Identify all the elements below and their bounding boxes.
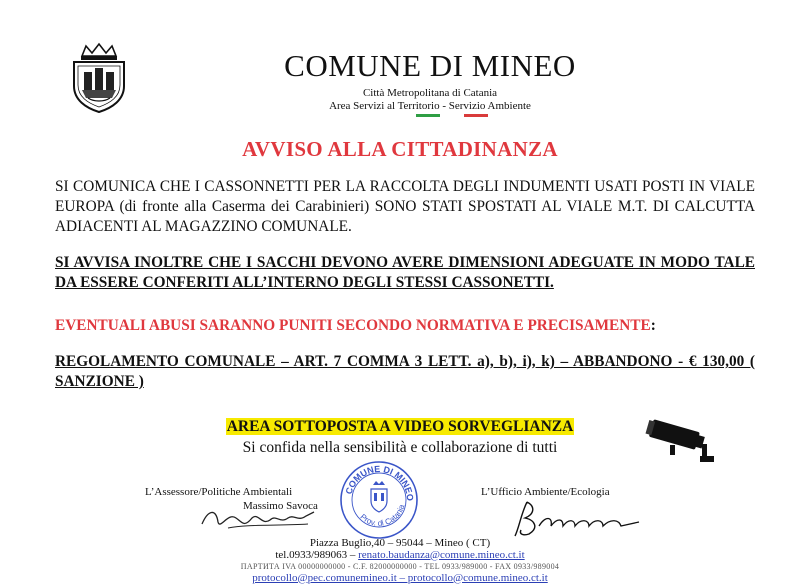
notice-paragraph-relocation: SI COMUNICA CHE I CASSONNETTI PER LA RACCOLTA DEGLI INDUMENTI USATI POSTI IN VIALE EUROPA (di fronte alla Caserma dei Carabinieri) SONO STATI SPOSTATI AL VIALE M.T. DI CALCUTTA ADIACENTI AL MAGAZZINO COMUNALE.: [55, 177, 755, 237]
department-subtitle: [0, 87, 800, 113]
flag-white: [440, 114, 464, 117]
subtitle-line-2: Area Servizi al Territorio - Servizio Ambiente: [60, 100, 800, 113]
italian-flag-bar: [416, 114, 488, 117]
cctv-camera-icon: [640, 418, 718, 466]
signature-right-role: L’Ufficio Ambiente/Ecologia: [481, 485, 610, 499]
handwritten-signature-left: [198, 504, 318, 534]
footer-faint-line: ПАРТИТА IVA 00000000000 - C.F. 82000000000 - TEL 0933/989000 - FAX 0933/989004: [0, 561, 800, 573]
notice-heading: AVVISO ALLA CITTADINANZA: [0, 137, 800, 162]
notice-warning: [55, 316, 755, 336]
handwritten-signature-right: [505, 498, 645, 540]
warning-colon: :: [651, 317, 656, 334]
signature-right-block: [481, 485, 610, 499]
footer-phone: tel.0933/989063 –: [275, 549, 355, 561]
warning-text: EVENTUALI ABUSI SARANNO PUNITI SECONDO NORMATIVA E PRECISAMENTE: [55, 317, 651, 334]
footer-phone-email-row: [0, 550, 800, 562]
surveillance-note: Si confida nella sensibilità e collaborazione di tutti: [0, 437, 800, 458]
surveillance-label: AREA SOTTOPOSTA A VIDEO SORVEGLIANZA: [226, 418, 575, 435]
signature-left-role: L’Assessore/Politiche Ambientali: [145, 485, 318, 499]
footer-pec-link[interactable]: protocollo@pec.comunemineo.it – protocollo@comune.mineo.ct.it: [0, 573, 800, 584]
flag-red: [464, 114, 488, 117]
svg-text:COMUNE DI MINEO: COMUNE DI MINEO: [344, 464, 415, 501]
footer-address: Piazza Buglio,40 – 95044 – Mineo ( CT): [0, 538, 800, 550]
page-title: COMUNE DI MINEO: [0, 48, 800, 84]
regulation-penalty: REGOLAMENTO COMUNALE – ART. 7 COMMA 3 LETT. a), b), i), k) – ABBANDONO - € 130,00 ( SANZIONE ): [55, 352, 755, 392]
notice-paragraph-bags: SI AVVISA INOLTRE CHE I SACCHI DEVONO AVERE DIMENSIONI ADEGUATE IN MODO TALE DA ESSERE CONFERITI ALL’INTERNO DEGLI STESSI CASSONETTI.: [55, 253, 755, 293]
flag-green: [416, 114, 440, 117]
footer-email-link[interactable]: renato.baudanza@comune.mineo.ct.it: [358, 549, 525, 561]
svg-text:Prov. di Catania: Prov. di Catania: [358, 503, 406, 528]
official-stamp: [338, 459, 420, 541]
signature-left-name: Massimo Savoca: [145, 499, 318, 513]
footer-contacts: [0, 538, 800, 584]
subtitle-line-1: Città Metropolitana di Catania: [60, 87, 800, 100]
